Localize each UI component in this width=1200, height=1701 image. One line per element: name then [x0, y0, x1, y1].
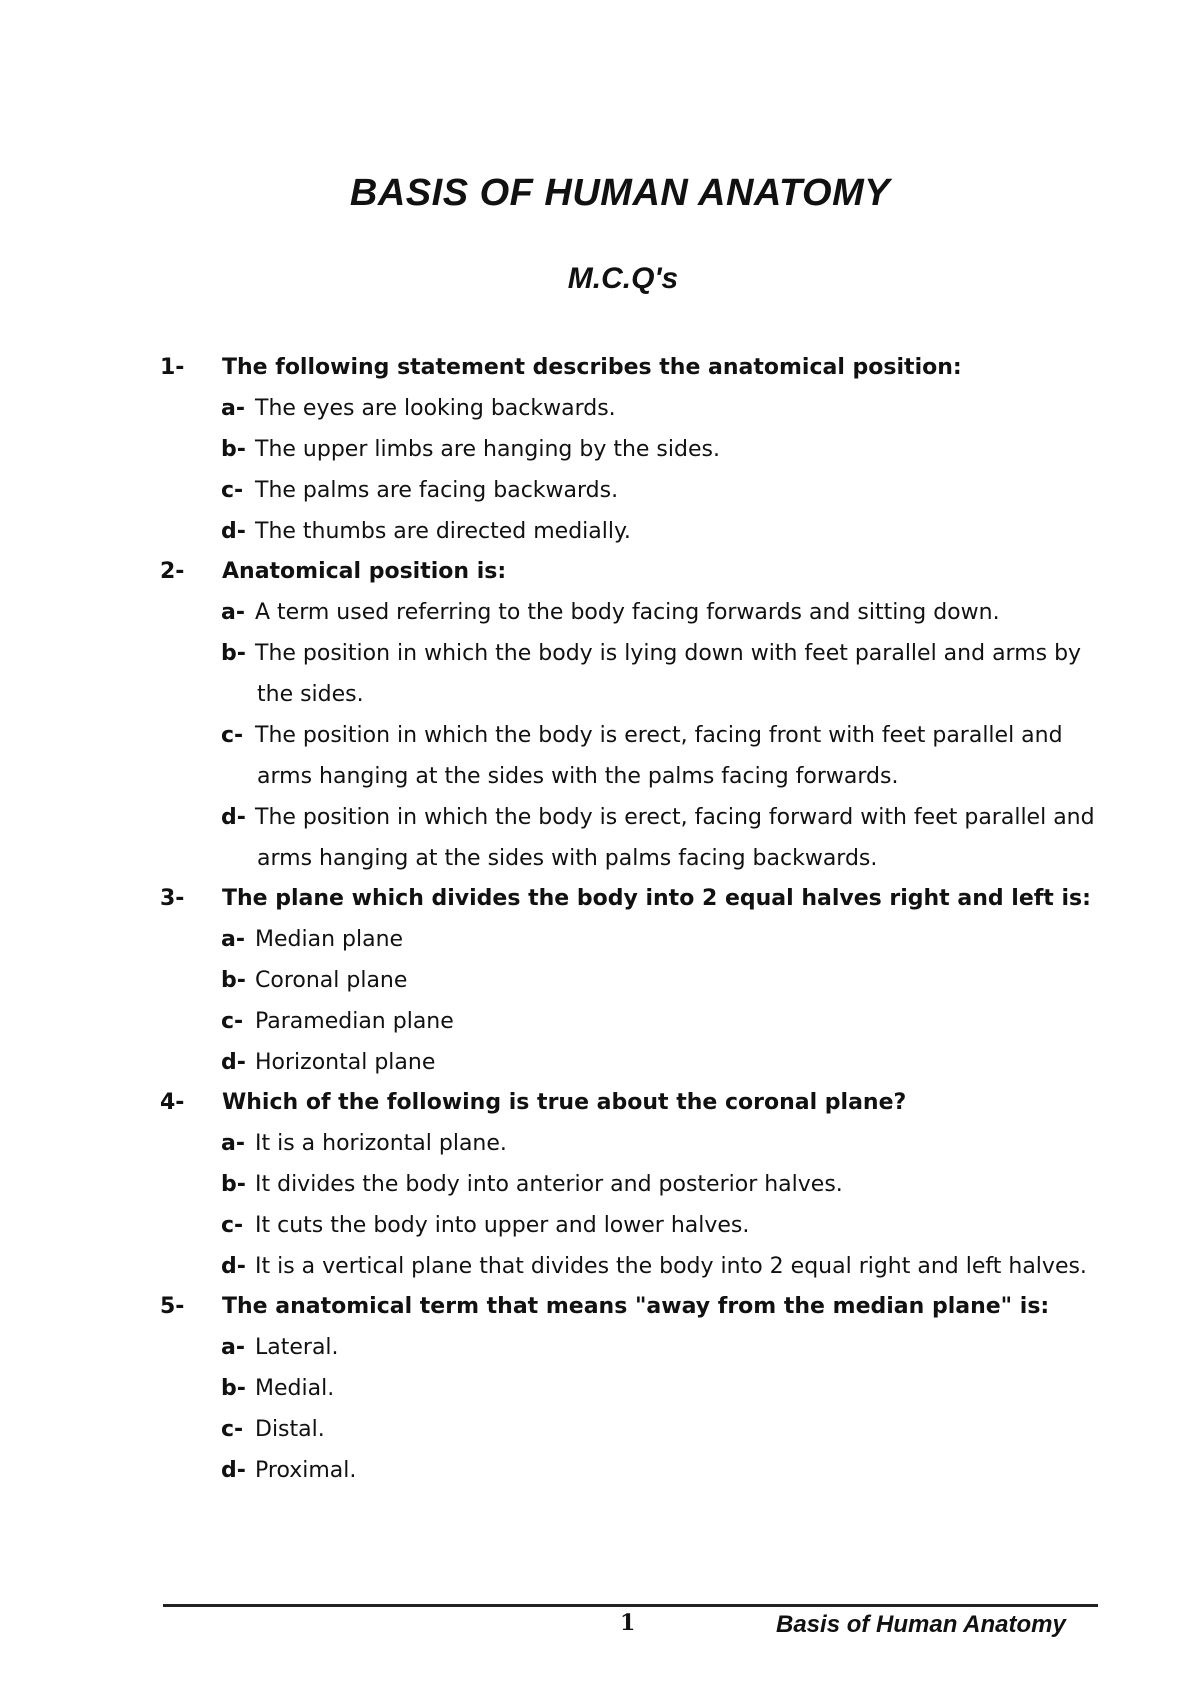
answer-option — [221, 1409, 1123, 1450]
question-text: Anatomical position is: — [222, 559, 507, 584]
question-header — [0, 1287, 1200, 1327]
option-text: The position in which the body is erect, facing forward with feet parallel and arms hanging at the sides with palms facing backwards. — [255, 805, 1095, 871]
option-letter: a- — [221, 927, 245, 952]
answer-option — [221, 1164, 1123, 1205]
question-item — [0, 552, 1200, 879]
question-header — [0, 348, 1200, 388]
option-text: It divides the body into anterior and posterior halves. — [255, 1172, 843, 1197]
page-subtitle: M.C.Q's — [567, 262, 679, 295]
option-text: It cuts the body into upper and lower halves. — [255, 1213, 750, 1238]
question-list — [0, 348, 1200, 1491]
option-text: Medial. — [255, 1376, 335, 1401]
answer-option — [221, 592, 1123, 633]
answer-option — [221, 715, 1123, 797]
option-letter: c- — [221, 723, 244, 748]
question-number: 1- — [160, 355, 185, 380]
answer-option — [221, 797, 1123, 879]
option-text: It is a vertical plane that divides the body into 2 equal right and left halves. — [255, 1254, 1087, 1279]
answer-option — [221, 1001, 1123, 1042]
answer-option — [221, 1368, 1123, 1409]
footer-divider — [163, 1604, 1098, 1607]
option-letter: b- — [221, 1376, 246, 1401]
answer-option — [221, 1327, 1123, 1368]
question-number: 2- — [160, 559, 185, 584]
option-letter: d- — [221, 1254, 246, 1279]
option-text: Paramedian plane — [255, 1009, 454, 1034]
option-text: A term used referring to the body facing forwards and sitting down. — [255, 600, 1000, 625]
option-text: The position in which the body is erect, facing front with feet parallel and arms hanging at the sides with the palms facing forwards. — [255, 723, 1063, 789]
option-letter: b- — [221, 968, 246, 993]
option-letter: a- — [221, 396, 245, 421]
option-letter: a- — [221, 600, 245, 625]
question-header — [0, 552, 1200, 592]
option-letter: b- — [221, 641, 246, 666]
option-letter: d- — [221, 1458, 246, 1483]
question-text: The plane which divides the body into 2 equal halves right and left is: — [222, 886, 1091, 911]
option-letter: c- — [221, 478, 244, 503]
option-letter: d- — [221, 805, 246, 830]
option-text: The palms are facing backwards. — [255, 478, 619, 503]
answer-option — [221, 388, 1123, 429]
question-text: The anatomical term that means "away from the median plane" is: — [222, 1294, 1050, 1319]
question-number: 4- — [160, 1090, 185, 1115]
option-letter: b- — [221, 1172, 246, 1197]
option-letter: c- — [221, 1213, 244, 1238]
option-letter: d- — [221, 519, 246, 544]
option-letter: b- — [221, 437, 246, 462]
footer-title: Basis of Human Anatomy — [776, 1611, 1066, 1638]
answer-option — [221, 429, 1123, 470]
option-text: The eyes are looking backwards. — [255, 396, 616, 421]
answer-option — [221, 470, 1123, 511]
question-number: 5- — [160, 1294, 185, 1319]
option-text: The upper limbs are hanging by the sides. — [255, 437, 720, 462]
option-text: Proximal. — [255, 1458, 357, 1483]
option-letter: c- — [221, 1417, 244, 1442]
question-text: Which of the following is true about the coronal plane? — [222, 1090, 907, 1115]
answer-option — [221, 1042, 1123, 1083]
question-header — [0, 1083, 1200, 1123]
answer-option — [221, 1450, 1123, 1491]
question-text: The following statement describes the anatomical position: — [222, 355, 962, 380]
answer-option — [221, 633, 1123, 715]
option-text: The position in which the body is lying down with feet parallel and arms by the sides. — [255, 641, 1082, 707]
page-title: BASIS OF HUMAN ANATOMY — [349, 172, 891, 214]
question-item — [0, 1287, 1200, 1491]
question-number: 3- — [160, 886, 185, 911]
answer-option — [221, 1205, 1123, 1246]
question-header — [0, 879, 1200, 919]
answer-option — [221, 511, 1123, 552]
question-item — [0, 348, 1200, 552]
option-letter: d- — [221, 1050, 246, 1075]
answer-option — [221, 960, 1123, 1001]
option-text: Horizontal plane — [255, 1050, 436, 1075]
option-text: The thumbs are directed medially. — [255, 519, 631, 544]
question-item — [0, 879, 1200, 1083]
option-letter: a- — [221, 1335, 245, 1360]
answer-option — [221, 1246, 1123, 1287]
option-text: Median plane — [255, 927, 404, 952]
option-text: Lateral. — [255, 1335, 339, 1360]
answer-option — [221, 919, 1123, 960]
option-text: Coronal plane — [255, 968, 408, 993]
page-number: 1 — [620, 1610, 636, 1636]
option-text: Distal. — [255, 1417, 325, 1442]
answer-option — [221, 1123, 1123, 1164]
option-letter: a- — [221, 1131, 245, 1156]
option-text: It is a horizontal plane. — [255, 1131, 507, 1156]
option-letter: c- — [221, 1009, 244, 1034]
question-item — [0, 1083, 1200, 1287]
